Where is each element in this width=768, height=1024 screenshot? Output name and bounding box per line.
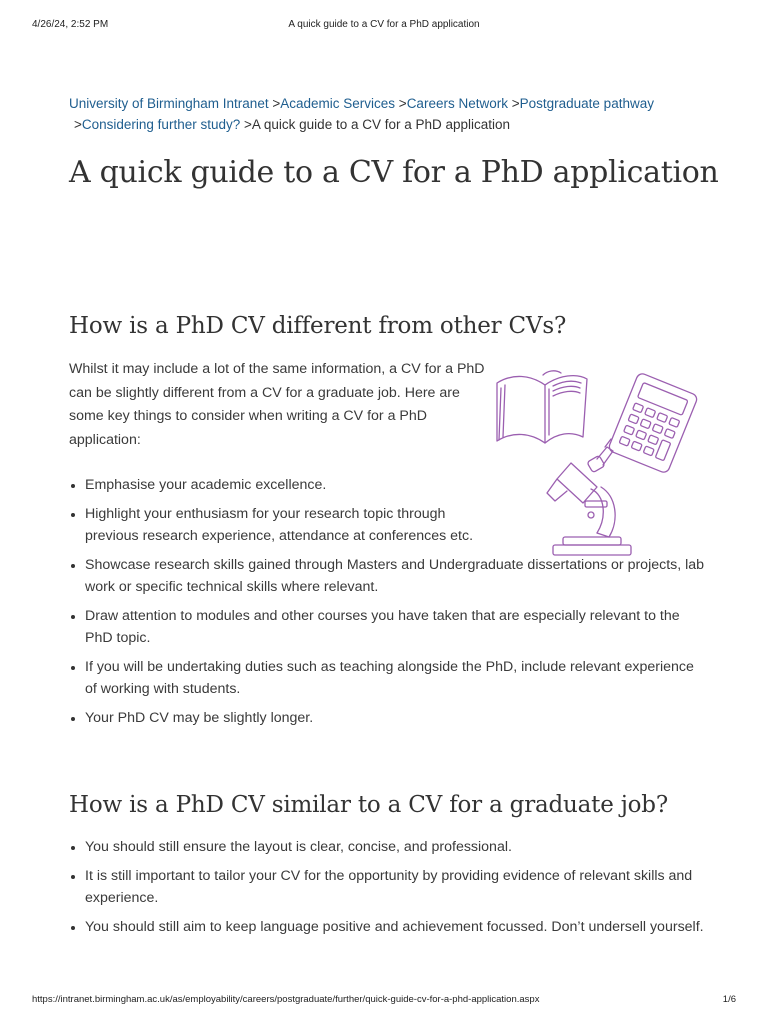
breadcrumb-separator: > bbox=[244, 117, 252, 132]
list-item: Draw attention to modules and other courses you have taken that are especially relevant to the PhD topic. bbox=[69, 605, 709, 649]
page-number: 1/6 bbox=[722, 994, 736, 1005]
breadcrumb-separator: > bbox=[74, 117, 82, 132]
page-url: https://intranet.birmingham.ac.uk/as/employability/careers/postgraduate/further/quick-guide-cv-for-a-phd-application.aspx bbox=[32, 994, 540, 1005]
intro-paragraph: Whilst it may include a lot of the same information, a CV for a PhD can be slightly different from a CV for a graduate job. Here are some key things to consider when writing a CV for a PhD application: bbox=[69, 361, 485, 448]
breadcrumb-link-academic-services[interactable]: Academic Services bbox=[280, 96, 396, 111]
list-item: Your PhD CV may be slightly longer. bbox=[69, 707, 709, 729]
breadcrumb-link-further-study[interactable]: Considering further study? bbox=[81, 117, 241, 132]
list-item: Showcase research skills gained through Masters and Undergraduate dissertations or projects, lab work or specific technical skills where relevant. bbox=[69, 554, 709, 598]
section-heading-differences: How is a PhD CV different from other CVs? bbox=[69, 313, 567, 339]
differences-list bbox=[69, 474, 709, 736]
print-header bbox=[0, 14, 768, 34]
list-item: You should still ensure the layout is clear, concise, and professional. bbox=[69, 836, 709, 858]
breadcrumb-link-postgraduate-pathway[interactable]: Postgraduate pathway bbox=[519, 96, 654, 111]
breadcrumb-link-intranet[interactable]: University of Birmingham Intranet bbox=[69, 96, 269, 111]
list-item: It is still important to tailor your CV for the opportunity by providing evidence of relevant skills and experience. bbox=[69, 865, 709, 909]
calculator-icon bbox=[608, 372, 699, 474]
breadcrumb bbox=[69, 93, 709, 135]
open-book-icon bbox=[497, 371, 587, 443]
page-title: A quick guide to a CV for a PhD application bbox=[69, 155, 719, 190]
list-item: You should still aim to keep language positive and achievement focussed. Don’t undersell yourself. bbox=[69, 916, 709, 938]
breadcrumb-separator: > bbox=[511, 96, 520, 111]
section-heading-similarities: How is a PhD CV similar to a CV for a graduate job? bbox=[69, 792, 668, 818]
list-item: Emphasise your academic excellence. bbox=[69, 474, 485, 496]
breadcrumb-separator: > bbox=[272, 96, 281, 111]
print-doc-title: A quick guide to a CV for a PhD application bbox=[288, 19, 480, 30]
print-date: 4/26/24, 2:52 PM bbox=[32, 19, 109, 30]
similarities-list bbox=[69, 836, 709, 945]
print-footer bbox=[0, 992, 768, 1008]
list-item: If you will be undertaking duties such as teaching alongside the PhD, include relevant experience of working with students. bbox=[69, 656, 709, 700]
breadcrumb-current: A quick guide to a CV for a PhD application bbox=[251, 117, 511, 132]
breadcrumb-separator: > bbox=[398, 96, 407, 111]
list-item: Highlight your enthusiasm for your research topic through previous research experience, attendance at conferences etc. bbox=[69, 503, 485, 547]
breadcrumb-link-careers-network[interactable]: Careers Network bbox=[406, 96, 508, 111]
